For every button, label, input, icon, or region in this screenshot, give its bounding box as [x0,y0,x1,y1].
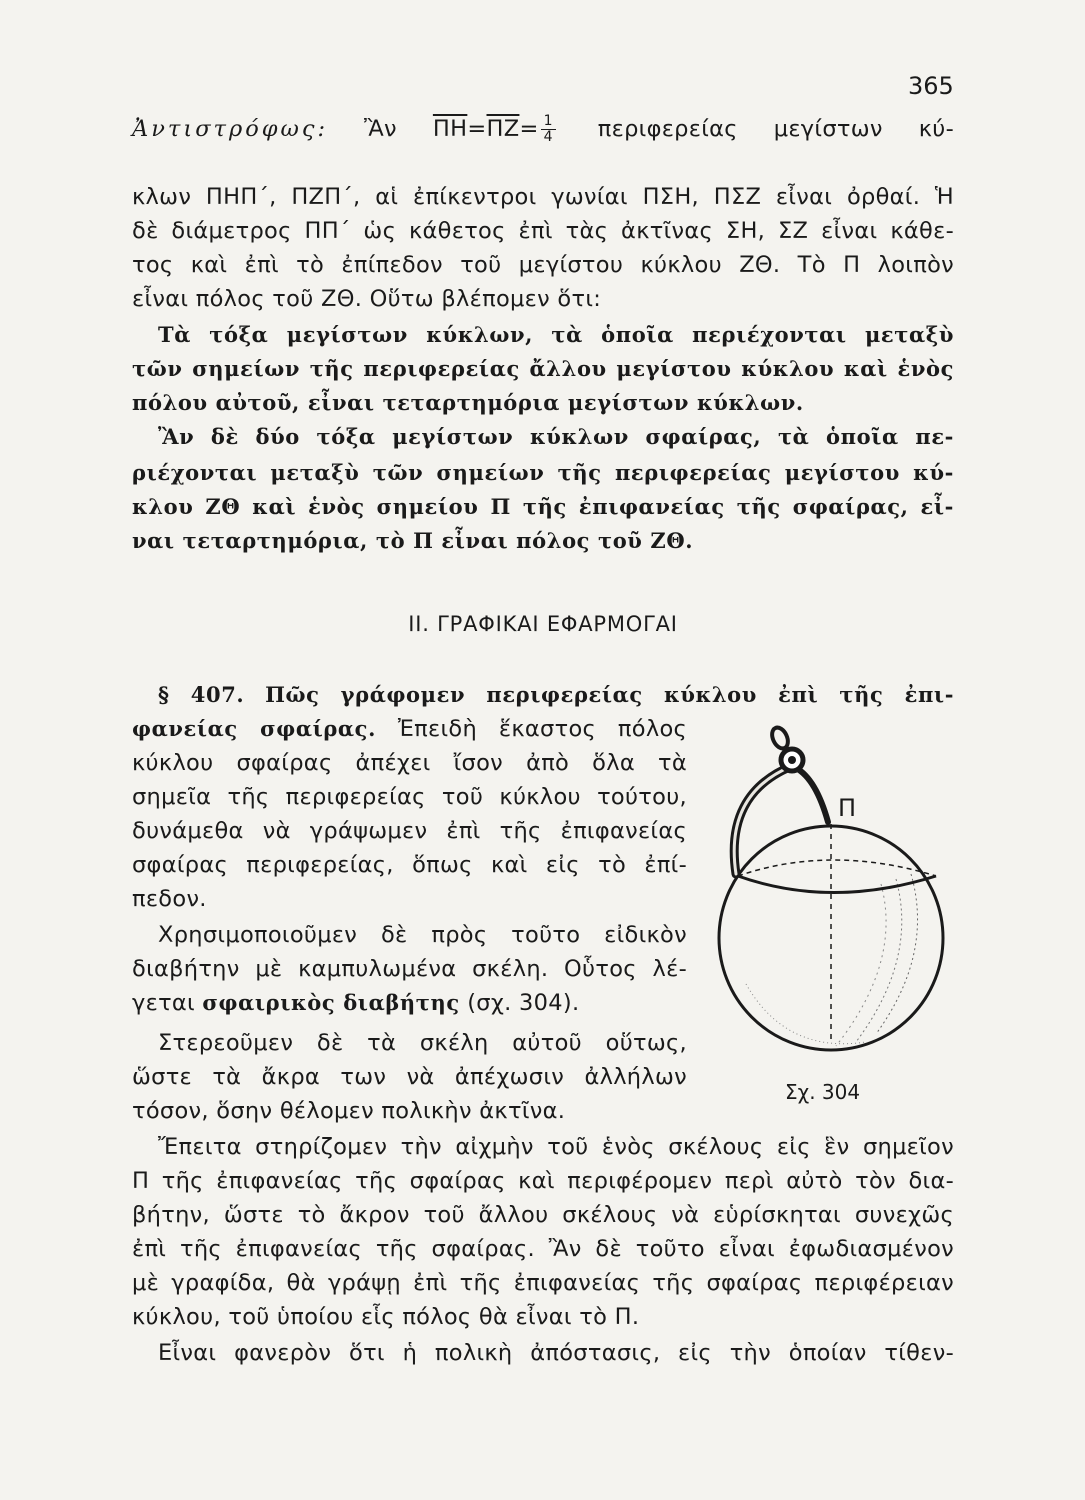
fraction-quarter [541,114,556,145]
equals-2: = [519,116,539,142]
use-line-3 [132,986,687,1020]
s407-title-line [158,678,954,712]
s407-line-7: πεδον. [132,886,207,912]
theorem2-line-2: ριέχονται μεταξὺ τῶν σημείων τῆς περιφερείας μεγίστου κύ- [132,460,954,485]
theorem1-line-2: τῶν σημείων τῆς περιφερείας ἄλλου μεγίστου κύκλου καὶ ἑνὸς [132,356,954,381]
s407-line-6: σφαίρας περιφερείας, ὅπως καὶ εἰς τὸ ἐπί- [132,852,687,878]
use-line-3-pre: γεται [132,990,195,1016]
then-line-1: Ἔπειτα στηρίζομεν τὴν αἰχμὴν τοῦ ἑνὸς σκέλους εἰς ἓν σημεῖον [158,1134,954,1160]
p1-line-1-tail: περιφερείας μεγίστων κύ- [597,116,954,142]
last-line: Εἶναι φανερὸν ὅτι ἡ πολικὴ ἀπόστασις, εἰς τὴν ὁποίαν τίθεν- [158,1340,954,1366]
s407-title-a: Πῶς γράφομεν περιφερείας κύκλου ἐπὶ τῆς ἐπι- [265,682,955,707]
equals-1: = [467,116,487,142]
fix-line-1: Στερεοῦμεν δὲ τὰ σκέλη αὐτοῦ οὕτως, [158,1030,687,1056]
p1-line-5: εἶναι πόλος τοῦ ΖΘ. Οὕτω βλέπομεν ὅτι: [132,286,602,312]
s407-title-b: φανείας σφαίρας. [132,716,376,741]
then-line-4: ἐπὶ τῆς ἐπιφανείας τῆς σφαίρας. Ἂν δὲ τοῦτο εἶναι ἐφωδιασμένον [132,1236,954,1262]
p1-line-1 [132,112,954,146]
then-line-2: Π τῆς ἐπιφανείας τῆς σφαίρας καὶ περιφέρομεν περὶ αὐτὸ τὸν δια- [132,1168,954,1194]
arc-PZ: $\overline{\Pi Z}$ [486,116,520,142]
theorem1-line-1: Τὰ τόξα μεγίστων κύκλων, τὰ ὁποῖα περιέχονται μεταξὺ [158,322,954,347]
figure-caption: Σχ. 304 [785,1080,861,1104]
p1-label: Ἀντιστρόφως: [132,116,329,142]
p1-line-2: κλων ΠΗΠ΄, ΠΖΠ΄, αἱ ἐπίκεντροι γωνίαι ΠΣΗ, ΠΣΖ εἶναι ὀρθαί. Ἡ [132,184,954,210]
s407-line-4: σημεῖα τῆς περιφερείας τοῦ κύκλου τούτου, [132,784,687,810]
then-line-3: βήτην, ὥστε τὸ ἄκρον τοῦ ἄλλου σκέλους νὰ εὑρίσκηται συνεχῶς [132,1202,954,1228]
use-line-3-post: (σχ. 304). [467,990,580,1016]
fix-line-3: τόσον, ὅσην θέλομεν πολικὴν ἀκτῖνα. [132,1098,566,1124]
s407-number: § 407. [158,682,245,707]
drawn-circle-front [738,876,936,893]
spherical-compass-term: σφαιρικὸς διαβήτης [202,990,460,1015]
figure-304 [706,724,956,1124]
use-line-1: Χρησιμοποιοῦμεν δὲ πρὸς τοῦτο εἰδικὸν [158,922,687,948]
p1-if: Ἂν [364,116,397,142]
pole-label: Π [838,794,857,822]
drawn-circle-back [738,860,936,876]
fix-line-2: ὥστε τὰ ἄκρα των νὰ ἀπέχωσιν ἀλλήλων [132,1064,687,1090]
s407-line-5: δυνάμεθα νὰ γράψωμεν ἐπὶ τῆς ἐπιφανείας [132,818,687,844]
spherical-compass-illustration [706,724,956,1124]
theorem2-line-4: ναι τεταρτημόρια, τὸ Π εἶναι πόλος τοῦ ΖΘ. [132,528,694,553]
p1-line-3: δὲ διάμετρος ΠΠ΄ ὡς κάθετος ἐπὶ τὰς ἀκτῖνας ΣΗ, ΣΖ εἶναι κάθε- [132,218,954,244]
sphere-shading [746,874,918,1046]
p1-line-4: τος καὶ ἐπὶ τὸ ἐπίπεδον τοῦ μεγίστου κύκλου ΖΘ. Τὸ Π λοιπὸν [132,252,954,278]
compass-leg-right [796,768,828,822]
then-line-5: μὲ γραφίδα, θὰ γράψῃ ἐπὶ τῆς ἐπιφανείας τῆς σφαίρας περιφέρειαν [132,1270,954,1296]
then-line-6: κύκλου, τοῦ ὑποίου εἷς πόλος θὰ εἶναι τὸ Π. [132,1304,640,1330]
theorem1-line-3: πόλου αὐτοῦ, εἶναι τεταρτημόρια μεγίστων κύκλων. [132,390,804,415]
s407-line-2-tail: Ἐπειδὴ ἕκαστος πόλος [397,716,688,742]
fraction-numerator: 1 [541,114,556,130]
compass-handle [769,725,791,751]
section-heading: ΙΙ. ΓΡΑΦΙΚΑΙ ΕΦΑΡΜΟΓΑΙ [408,612,678,636]
page-number: 365 [908,72,954,100]
s407-line-3: κύκλου σφαίρας ἀπέχει ἴσον ἀπὸ ὅλα τὰ [132,750,687,776]
fraction-denominator: 4 [543,129,553,145]
arc-PH: $\overline{\Pi H}$ [432,116,468,142]
theorem2-line-1: Ἂν δὲ δύο τόξα μεγίστων κύκλων σφαίρας, τὰ ὁποῖα πε- [158,424,954,449]
use-line-2: διαβήτην μὲ καμπυλωμένα σκέλη. Οὗτος λέ- [132,956,687,982]
s407-line-2 [132,712,687,746]
theorem2-line-3: κλου ΖΘ καὶ ἑνὸς σημείου Π τῆς ἐπιφανείας τῆς σφαίρας, εἶ- [132,494,954,519]
